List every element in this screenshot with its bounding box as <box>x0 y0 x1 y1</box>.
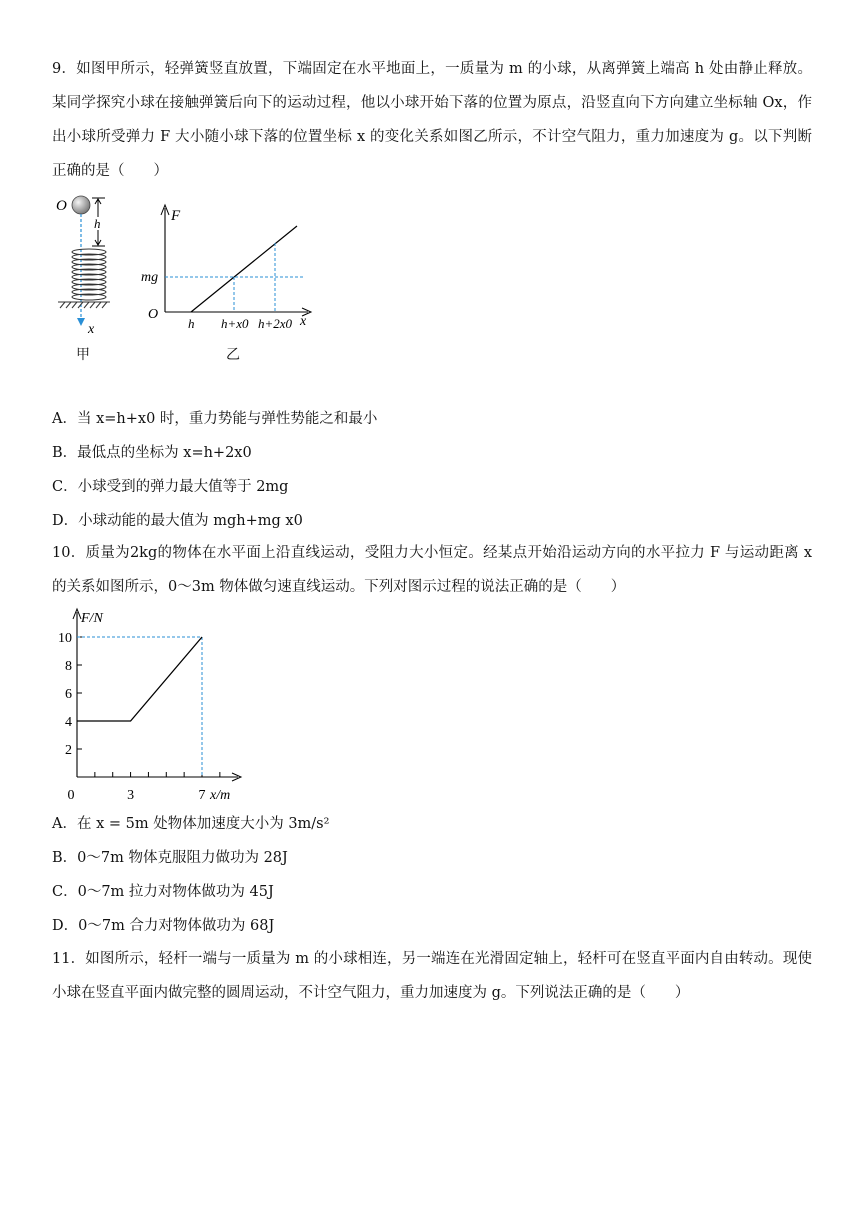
question-11-stem: 11．如图所示，轻杆一端与一质量为 m 的小球相连，另一端连在光滑固定轴上，轻杆可在竖直平面内自由转动。现使小球在竖直平面内做完整的圆周运动，不计空气阻力，重力加速度为 g。下列说法正确的是（ ） <box>52 951 812 1001</box>
y-axis-label: F/N <box>81 611 103 626</box>
question-10-chart <box>48 606 258 806</box>
figure-jia <box>48 190 128 335</box>
spring-icon <box>72 249 106 300</box>
question-9-stem: 9．如图甲所示，轻弹簧竖直放置，下端固定在水平地面上，一质量为 m 的小球，从离弹簧上端高 h 处由静止释放。某同学探究小球在接触弹簧后向下的运动过程，他以小球开始下落的位置为原点，沿竖直向下方向建立坐标轴 Ox，作出小球所受弹力 F 大小随小球下落的位置坐标 x 的变化关系如图乙所示，不计空气阻力，重力加速度为 g。以下判断正确的是（ ） <box>52 61 812 179</box>
question-10-option-c[interactable]: C．0～7m 拉力对物体做功为 45J <box>52 884 274 900</box>
force-series-line <box>77 637 202 721</box>
x-axis-label: x/m <box>210 788 231 803</box>
y-tick-label: 4 <box>65 715 72 730</box>
yi-origin-label: O <box>148 307 159 322</box>
question-10-option-a[interactable]: A．在 x = 5m 处物体加速度大小为 3m/s² <box>52 816 330 832</box>
y-tick-label: 2 <box>65 743 72 758</box>
question-9-option-c[interactable]: C．小球受到的弹力最大值等于 2mg <box>52 479 289 495</box>
yi-tick-h: h <box>188 316 195 331</box>
y-tick-label: 6 <box>65 687 72 702</box>
x-tick-label: 7 <box>198 788 206 803</box>
question-10-option-d[interactable]: D．0～7m 合力对物体做功为 68J <box>52 918 275 934</box>
question-9-option-d[interactable]: D．小球动能的最大值为 mgh+mg x0 <box>52 513 303 529</box>
jia-h-label: h <box>94 216 101 231</box>
figure-yi <box>130 198 320 336</box>
yi-tick-h2x0: h+2x0 <box>258 316 293 331</box>
question-9-option-b[interactable]: B．最低点的坐标为 x=h+2x0 <box>52 445 252 461</box>
y-tick-label: 8 <box>65 659 72 674</box>
question-10-stem: 10．质量为2kg的物体在水平面上沿直线运动，受阻力大小恒定。经某点开始沿运动方向的水平拉力 F 与运动距离 x 的关系如图所示，0～3m 物体做匀速直线运动。下列对图示过程的说法正确的是（ ） <box>52 545 812 595</box>
yi-mg-label: mg <box>141 270 159 285</box>
figure-jia-caption: 甲 <box>76 347 90 363</box>
ball-icon <box>72 196 90 214</box>
yi-tick-hx0: h+x0 <box>221 316 249 331</box>
y-tick-label: 10 <box>58 631 72 646</box>
x-tick-label: 0 <box>67 788 75 803</box>
yi-x-label: x <box>300 314 307 329</box>
jia-origin-label: O <box>56 198 67 214</box>
jia-x-label: x <box>88 322 95 335</box>
x-tick-label: 3 <box>127 788 135 803</box>
yi-F-label: F <box>171 208 181 224</box>
figure-yi-caption: 乙 <box>226 347 240 363</box>
ground-icon <box>58 302 110 308</box>
yi-force-line <box>191 226 297 312</box>
question-10-option-b[interactable]: B．0～7m 物体克服阻力做功为 28J <box>52 850 288 866</box>
question-9-option-a[interactable]: A．当 x=h+x0 时，重力势能与弹性势能之和最小 <box>52 411 378 427</box>
